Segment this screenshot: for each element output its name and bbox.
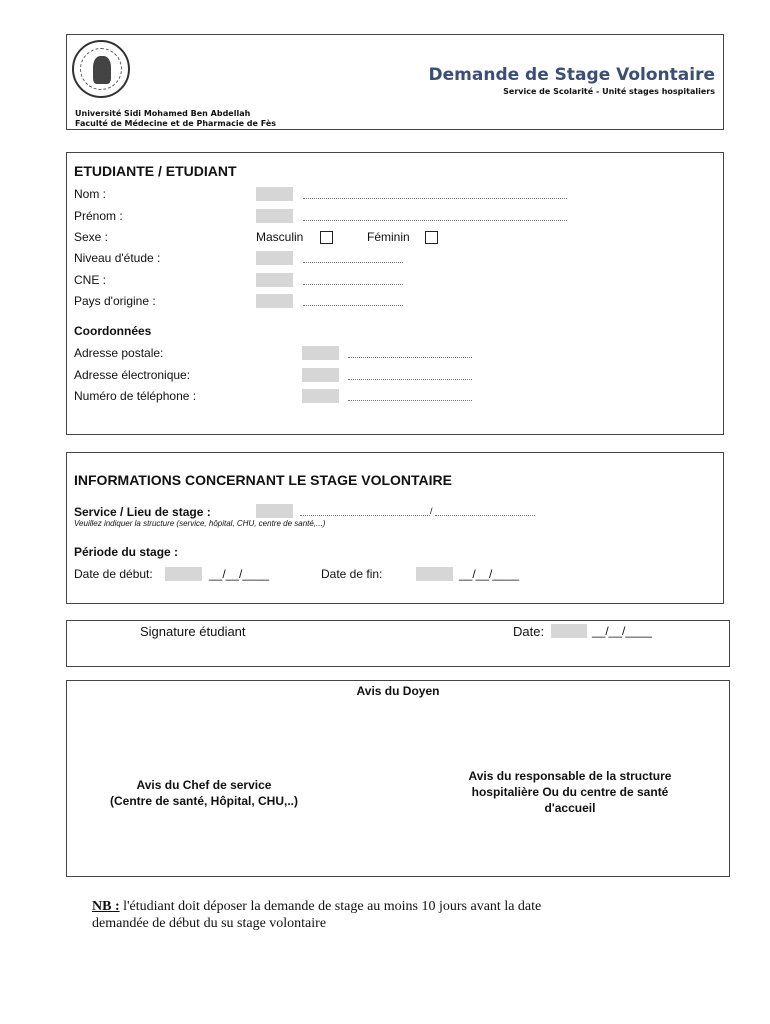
cne-input[interactable] (256, 273, 293, 287)
fin-label: Date de fin: (321, 567, 383, 581)
fin-input[interactable] (416, 567, 453, 581)
tel-line (348, 400, 472, 401)
header-box (66, 34, 724, 130)
signature-date-blank: __/__/____ (592, 624, 653, 638)
debut-input[interactable] (165, 567, 202, 581)
signature-section (66, 620, 730, 667)
avis-chef-label (84, 777, 324, 809)
avis-resp-line2: hospitalière Ou du centre de santé (471, 785, 669, 799)
feminin-label: Féminin (367, 230, 410, 244)
note-line2: demandée de début du su stage volontaire (92, 916, 327, 931)
service-hint: Veuillez indiquer la structure (service, hôpital, CHU, centre de santé,...) (74, 519, 326, 528)
email-label: Adresse électronique: (74, 368, 191, 382)
signature-date-input[interactable] (551, 624, 587, 638)
email-line (348, 379, 472, 380)
avis-resp-line3: d'accueil (544, 801, 596, 815)
prenom-input[interactable] (256, 209, 293, 223)
sexe-label: Sexe : (74, 230, 109, 244)
periode-heading: Période du stage : (74, 545, 179, 559)
faculty-name: Faculté de Médecine et de Pharmacie de Fès (75, 119, 277, 128)
service-line-1 (300, 515, 430, 516)
feminin-checkbox[interactable] (425, 231, 438, 244)
pays-label: Pays d'origine : (74, 294, 156, 308)
form-title: Demande de Stage Volontaire (428, 65, 715, 85)
stage-section (66, 452, 724, 604)
debut-blank: __/__/____ (209, 567, 270, 581)
adresse-label: Adresse postale: (74, 346, 164, 360)
service-label: Service / Lieu de stage : (74, 505, 211, 519)
niveau-input[interactable] (256, 251, 293, 265)
masculin-label: Masculin (256, 230, 304, 244)
email-input[interactable] (302, 368, 339, 382)
nb-label: NB : (92, 899, 120, 914)
nom-input[interactable] (256, 187, 293, 201)
cne-label: CNE : (74, 273, 107, 287)
masculin-checkbox[interactable] (320, 231, 333, 244)
cne-line (303, 284, 403, 285)
nom-line (303, 198, 567, 199)
note (92, 898, 541, 932)
note-line1: l'étudiant doit déposer la demande de stage au moins 10 jours avant la date (123, 899, 542, 914)
signature-date-label: Date: (513, 624, 545, 639)
prenom-label: Prénom : (74, 209, 123, 223)
pays-input[interactable] (256, 294, 293, 308)
niveau-line (303, 262, 403, 263)
avis-section (66, 680, 730, 877)
avis-resp-line1: Avis du responsable de la structure (468, 769, 672, 783)
avis-doyen-label: Avis du Doyen (356, 684, 440, 698)
form-subtitle: Service de Scolarité - Unité stages hospitaliers (503, 87, 715, 96)
adresse-input[interactable] (302, 346, 339, 360)
avis-responsable-label (430, 768, 710, 816)
coordonnees-heading: Coordonnées (74, 324, 152, 338)
service-slash: / (430, 506, 433, 516)
avis-chef-line2: (Centre de santé, Hôpital, CHU,..) (109, 794, 299, 808)
adresse-line (348, 357, 472, 358)
signature-label: Signature étudiant (140, 624, 246, 639)
tel-label: Numéro de téléphone : (74, 389, 197, 403)
service-line-2 (435, 515, 535, 516)
student-heading: ETUDIANTE / ETUDIANT (74, 163, 237, 179)
stage-heading: INFORMATIONS CONCERNANT LE STAGE VOLONTAIRE (74, 472, 452, 488)
avis-chef-line1: Avis du Chef de service (136, 778, 272, 792)
university-seal-icon (72, 40, 130, 98)
student-section (66, 152, 724, 435)
tel-input[interactable] (302, 389, 339, 403)
prenom-line (303, 220, 567, 221)
service-input[interactable] (256, 504, 293, 518)
university-name: Université Sidi Mohamed Ben Abdellah (75, 109, 251, 118)
pays-line (303, 305, 403, 306)
nom-label: Nom : (74, 187, 107, 201)
debut-label: Date de début: (74, 567, 153, 581)
niveau-label: Niveau d'étude : (74, 251, 161, 265)
fin-blank: __/__/____ (459, 567, 520, 581)
